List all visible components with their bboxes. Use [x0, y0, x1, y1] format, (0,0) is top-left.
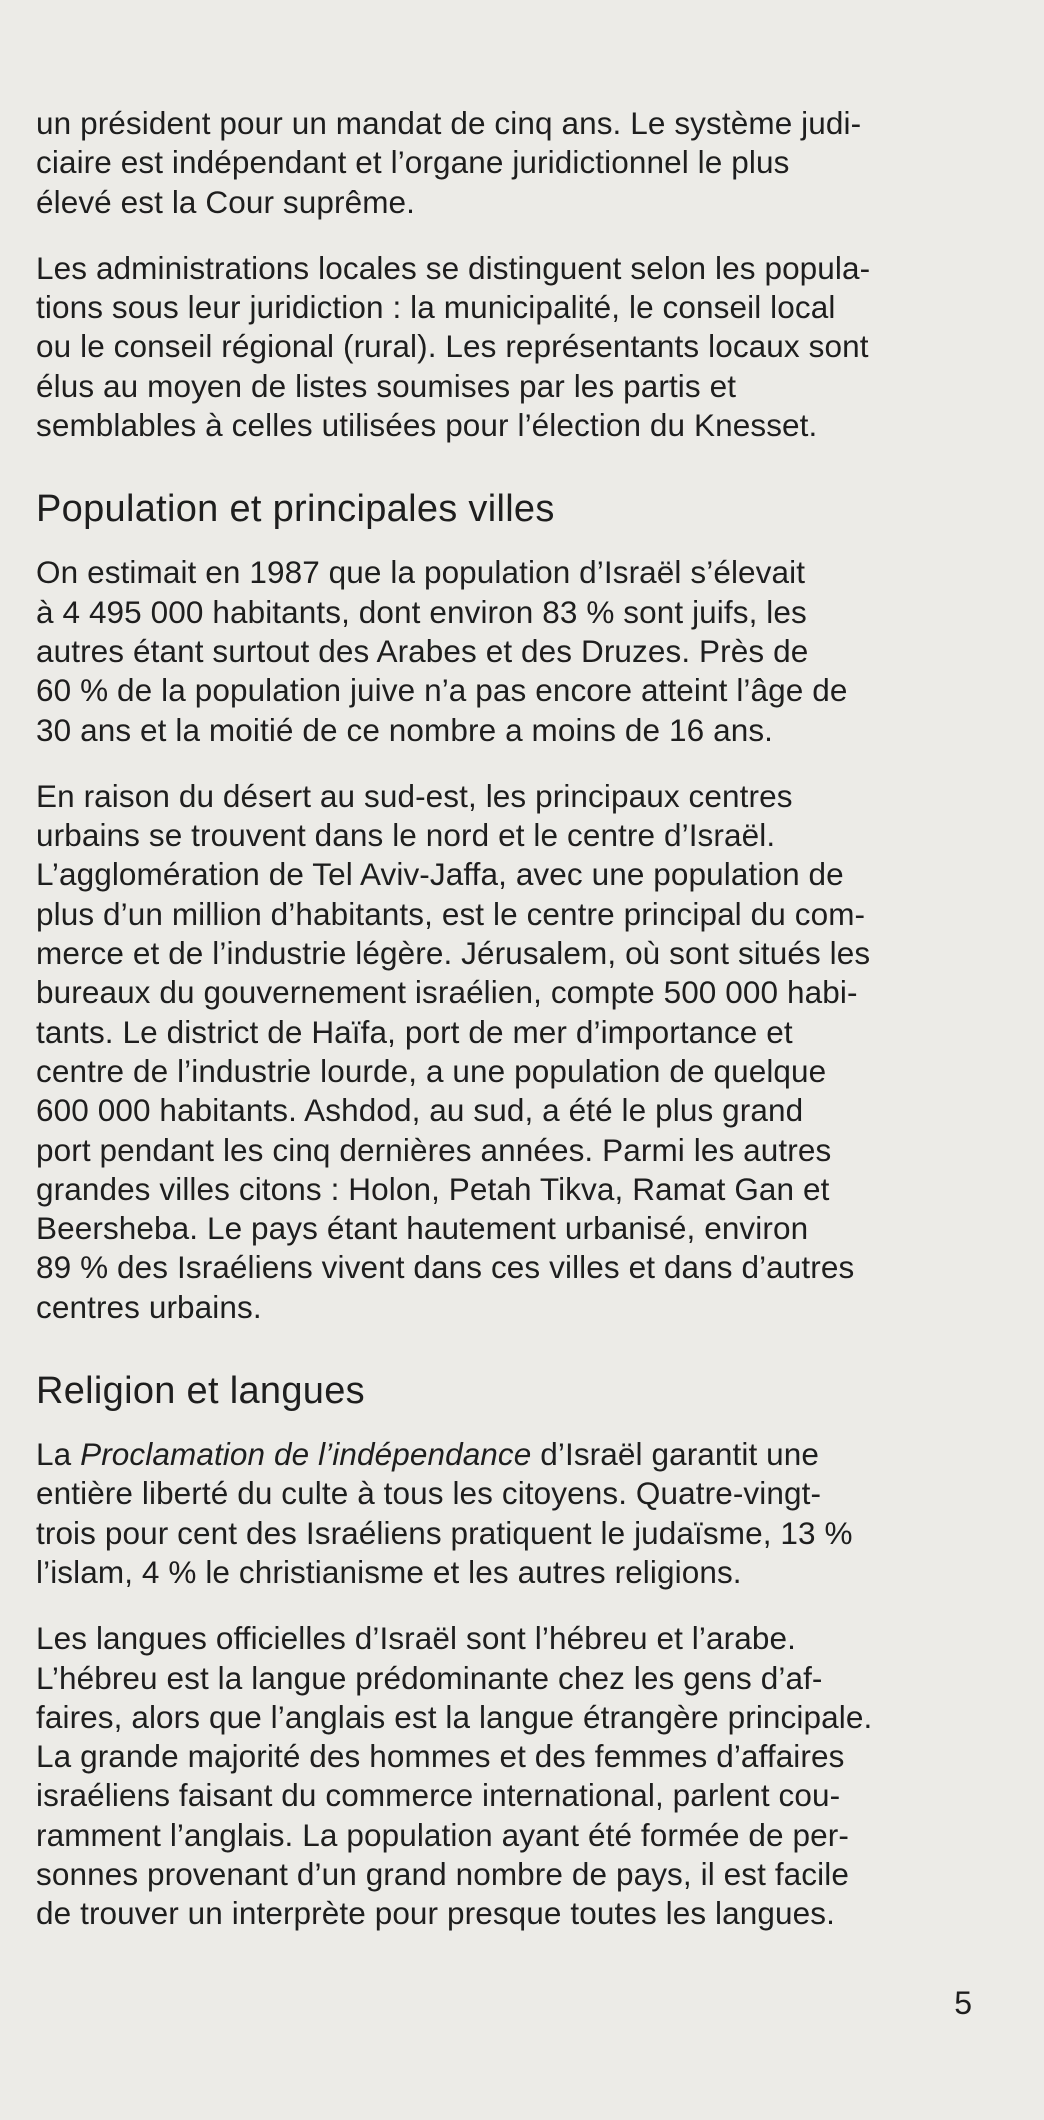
text-line: bureaux du gouvernement israélien, compte 500 000 habi- — [36, 974, 858, 1011]
paragraph-religion — [36, 1435, 996, 1592]
text-line: semblables à celles utilisées pour l’élection du Knesset. — [36, 407, 818, 444]
text-line: 30 ans et la moitié de ce nombre a moins de 16 ans. — [36, 711, 774, 748]
text-line: élevé est la Cour suprême. — [36, 183, 416, 220]
text-line: Les administrations locales se distinguent selon les popula- — [36, 249, 871, 286]
text-line: En raison du désert au sud-est, les principaux centres — [36, 777, 793, 814]
text-line: L’hébreu est la langue prédominante chez les gens d’af- — [36, 1659, 823, 1696]
text-segment: d’Israël garantit une — [531, 1436, 820, 1473]
text-line — [36, 1435, 996, 1474]
text-line: ou le conseil régional (rural). Les représentants locaux sont — [36, 328, 869, 365]
text-line: L’agglomération de Tel Aviv-Jaffa, avec une population de — [36, 856, 844, 893]
section-heading-population: Population et principales villes — [36, 488, 555, 531]
paragraph-local-administrations — [36, 249, 996, 445]
text-line: sonnes provenant d’un grand nombre de pays, il est facile — [36, 1855, 849, 1892]
page-number: 5 — [954, 1985, 972, 2021]
paragraph-cities — [36, 777, 996, 1327]
text-line: tions sous leur juridiction : la municipalité, le conseil local — [36, 289, 836, 326]
text-line: On estimait en 1987 que la population d’Israël s’élevait — [36, 554, 806, 591]
text-line: 89 % des Israéliens vivent dans ces villes et dans d’autres — [36, 1249, 855, 1286]
text-line: de trouver un interprète pour presque toutes les langues. — [36, 1895, 835, 1932]
text-line: Beersheba. Le pays étant hautement urbanisé, environ — [36, 1210, 809, 1247]
text-line: merce et de l’industrie légère. Jérusalem, où sont situés les — [36, 935, 871, 972]
paragraph-population — [36, 553, 996, 749]
text-line: l’islam, 4 % le christianisme et les autres religions. — [36, 1553, 742, 1590]
section-heading-religion: Religion et langues — [36, 1370, 365, 1413]
text-line: Les langues officielles d’Israël sont l’hébreu et l’arabe. — [36, 1620, 796, 1657]
italic-title: Proclamation de l’indépendance — [80, 1436, 532, 1473]
text-line: entière liberté du culte à tous les citoyens. Quatre-vingt- — [36, 1475, 822, 1512]
text-line: grandes villes citons : Holon, Petah Tikva, Ramat Gan et — [36, 1170, 830, 1207]
text-line: ramment l’anglais. La population ayant été formée de per- — [36, 1816, 849, 1853]
page-content — [36, 104, 996, 1934]
text-line: urbains se trouvent dans le nord et le centre d’Israël. — [36, 817, 776, 854]
paragraph-government — [36, 104, 996, 222]
text-line: israéliens faisant du commerce international, parlent cou- — [36, 1777, 841, 1814]
text-line: un président pour un mandat de cinq ans. Le système judi- — [36, 105, 862, 141]
text-line: élus au moyen de listes soumises par les partis et — [36, 367, 737, 404]
paragraph-languages — [36, 1619, 996, 1933]
text-line: centres urbains. — [36, 1288, 262, 1325]
text-line: ciaire est indépendant et l’organe juridictionnel le plus — [36, 144, 790, 181]
text-line: centre de l’industrie lourde, a une population de quelque — [36, 1052, 827, 1089]
text-line: à 4 495 000 habitants, dont environ 83 % sont juifs, les — [36, 593, 807, 630]
text-line: La grande majorité des hommes et des femmes d’affaires — [36, 1738, 845, 1775]
text-line: trois pour cent des Israéliens pratiquent le judaïsme, 13 % — [36, 1514, 853, 1551]
text-line: autres étant surtout des Arabes et des Druzes. Près de — [36, 632, 809, 669]
text-line: port pendant les cinq dernières années. Parmi les autres — [36, 1131, 832, 1168]
text-line: 600 000 habitants. Ashdod, au sud, a été le plus grand — [36, 1092, 804, 1129]
text-line: faires, alors que l’anglais est la langue étrangère principale. — [36, 1698, 873, 1735]
text-line: plus d’un million d’habitants, est le centre principal du com- — [36, 895, 866, 932]
text-line: 60 % de la population juive n’a pas encore atteint l’âge de — [36, 672, 848, 709]
text-segment: La — [36, 1436, 81, 1473]
text-line: tants. Le district de Haïfa, port de mer d’importance et — [36, 1013, 793, 1050]
